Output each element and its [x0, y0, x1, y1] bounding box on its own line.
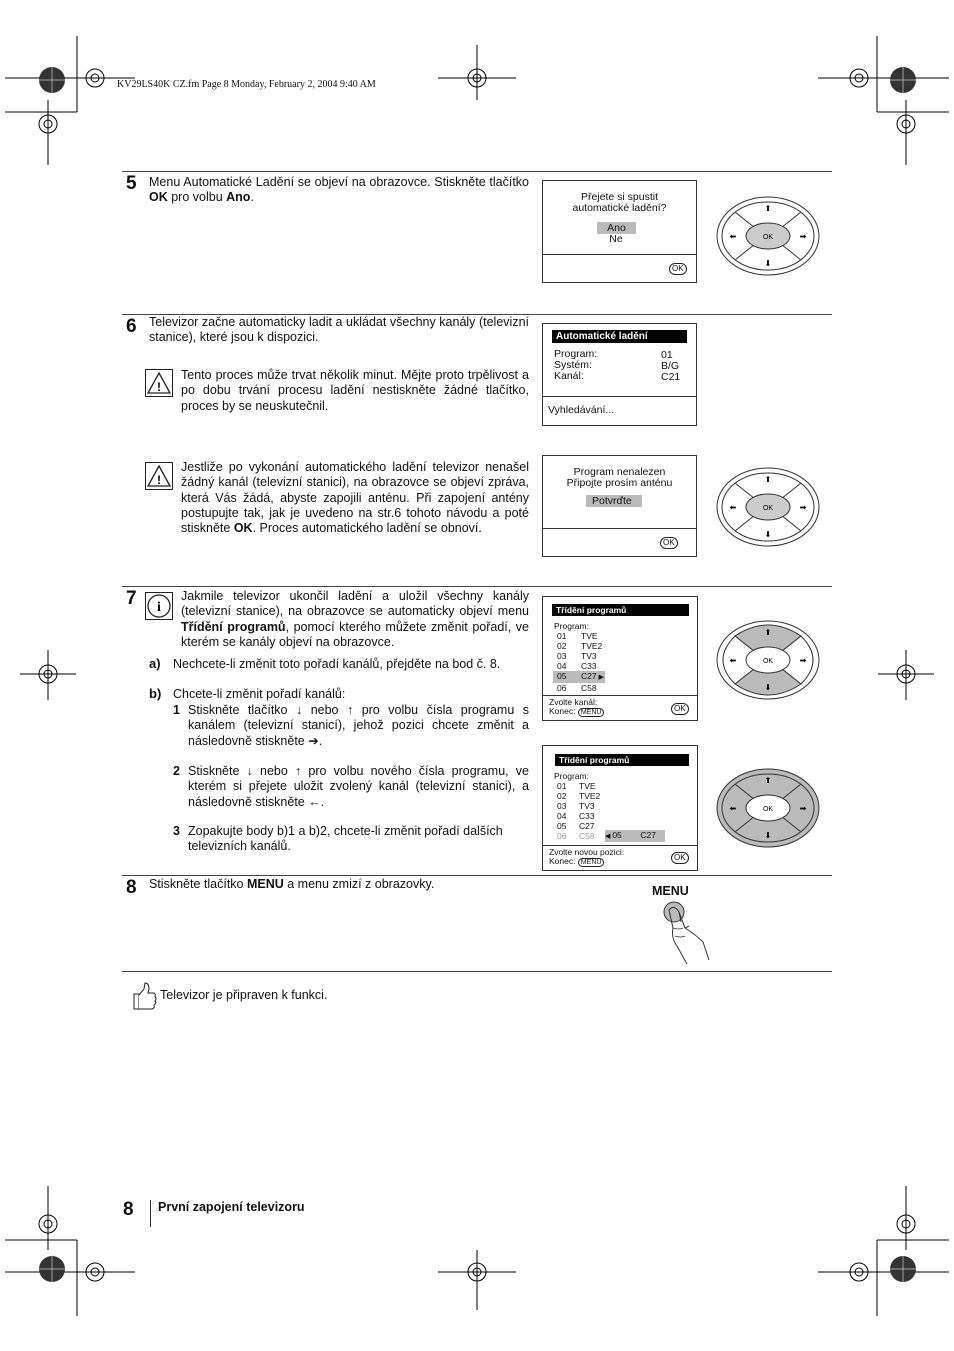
- ok-badge: OK: [660, 537, 678, 549]
- program-value: 01: [661, 349, 673, 361]
- program-row: 03 TV3: [557, 651, 597, 661]
- arrow-right-icon: ▶: [596, 674, 604, 681]
- warning-text-2b: . Proces automatického ladění se obnoví.: [252, 521, 482, 536]
- no-program-screen: [542, 455, 697, 557]
- ok-badge: OK: [669, 263, 687, 275]
- page-number: 8: [123, 1199, 134, 1220]
- svg-text:OK: OK: [762, 806, 774, 813]
- program-label: Program:: [554, 621, 589, 631]
- step7-intro-c: , pomocí kterého můžete změnit pořadí, ve kterém se kanály objeví na obrazovce.: [181, 619, 530, 649]
- svg-text:!: !: [157, 473, 161, 487]
- program-row: 04 C33: [557, 811, 595, 821]
- tip-text: Televizor je připraven k funkci.: [160, 988, 328, 1002]
- footer-separator: [150, 1200, 151, 1227]
- hand-pressing-button-icon: [655, 898, 715, 968]
- divider: [122, 171, 832, 172]
- item-number: 3: [173, 824, 180, 838]
- footer-exit: Konec: MENU: [549, 707, 604, 718]
- prompt-line2: automatické ladění?: [572, 202, 667, 214]
- program-label: Program:: [554, 771, 589, 781]
- step7-intro: [181, 589, 529, 650]
- program-label: Program:: [554, 348, 598, 360]
- svg-text:OK: OK: [762, 505, 774, 512]
- autotune-prompt-screen: [542, 180, 697, 283]
- svg-text:⬇: ⬇: [764, 831, 772, 840]
- system-label: Systém:: [554, 359, 592, 371]
- warning-text-2: [181, 460, 529, 536]
- warning-icon: [145, 369, 173, 397]
- substep-label: a): [149, 656, 161, 671]
- svg-text:!: !: [157, 380, 161, 394]
- menu-badge: MENU: [578, 858, 605, 867]
- ano-keyword: Ano: [226, 190, 251, 205]
- system-value: B/G: [661, 360, 680, 372]
- menu-badge: MENU: [578, 708, 605, 717]
- searching-status: Vyhledávání...: [548, 404, 615, 416]
- step5-text-b: pro volbu: [167, 190, 227, 205]
- program-row: 05 C27: [557, 821, 595, 831]
- warning-icon: [145, 462, 173, 490]
- program-row: 06 C58: [557, 683, 597, 693]
- substep-a-text: Nechcete-li změnit toto pořadí kanálů, přejděte na bod č. 8.: [173, 657, 501, 671]
- svg-text:⬅: ⬅: [729, 232, 737, 241]
- file-info-header: KV29LS40K CZ.fm Page 8 Monday, February 2, 2004 9:40 AM: [117, 79, 376, 90]
- step8-text-b: a menu zmizí z obrazovky.: [283, 877, 435, 891]
- b1-text: Stiskněte tlačítko ↓ nebo ↑ pro volbu čísla programu s kanálem (televizní stanicí), jehož pozici chcete změnit a následovně stiskněte ➔.: [188, 703, 529, 748]
- svg-text:⬆: ⬆: [764, 776, 772, 785]
- svg-text:⬇: ⬇: [764, 683, 772, 692]
- footer-select: Zvolte kanál:: [549, 697, 598, 707]
- step-number: 6: [126, 316, 137, 337]
- svg-text:⬅: ⬅: [729, 503, 737, 512]
- b3-text: Zopakujte body b)1 a b)2, chcete-li změnit pořadí dalších televizních kanálů.: [188, 824, 503, 854]
- remote-dpad-icon: [715, 195, 821, 277]
- no-program-line1: Program nenalezen: [573, 466, 666, 478]
- footer-select: Zvolte novou pozici:: [549, 847, 625, 857]
- program-row: 03 TV3: [557, 801, 595, 811]
- step8-text-a: Stiskněte tlačítko: [149, 877, 247, 891]
- program-row: 01 TVE: [557, 781, 596, 791]
- svg-text:➡: ➡: [799, 656, 807, 665]
- svg-text:OK: OK: [762, 658, 774, 665]
- menu-name: Třídění programů: [181, 619, 286, 634]
- thumbs-up-icon: [131, 981, 157, 1011]
- ok-badge: OK: [671, 852, 689, 864]
- b2-text: Stiskněte ↓ nebo ↑ pro volbu nového čísla programu, ve kterém si přejete uložit zvolený kanál (televizní stanici), a následovně stiskněte ←.: [188, 764, 529, 809]
- warning-text-2a: Jestliže po vykonání automatického ladění televizor nenašel žádný kanál (televizní stanici), na obrazovce se objeví zpráva, která Vás žádá, abyste zapojili anténu. Při zapojení antény postupujte tak, jak je uvedeno na str.6 tohoto návodu a poté stiskněte: [181, 460, 529, 536]
- remote-menu-label: MENU: [652, 884, 689, 898]
- divider: [122, 971, 832, 972]
- item-number: 1: [173, 703, 180, 717]
- svg-text:➡: ➡: [799, 804, 807, 813]
- ok-keyword: OK: [233, 521, 253, 536]
- step-number: 5: [126, 173, 137, 194]
- no-program-line2: Připojte prosím anténu: [566, 477, 673, 489]
- arrow-left-icon: ◀: [605, 833, 613, 840]
- ok-keyword: OK: [149, 190, 168, 205]
- substep-label: b): [149, 686, 162, 701]
- step5-text: [149, 175, 529, 206]
- section-title: První zapojení televizoru: [158, 1200, 305, 1214]
- prompt-line1: Přejete si spustit: [580, 191, 659, 203]
- program-row: 02 TVE2: [557, 641, 603, 651]
- step8-text: [149, 877, 529, 892]
- svg-text:i: i: [157, 600, 161, 615]
- program-row: 04 C33: [557, 661, 597, 671]
- program-row: 01 TVE: [557, 631, 598, 641]
- svg-text:⬆: ⬆: [764, 204, 772, 213]
- option-no: Ne: [609, 233, 623, 245]
- step-number: 7: [126, 588, 137, 609]
- option-yes: Ano: [597, 222, 636, 234]
- item-number: 2: [173, 764, 180, 778]
- program-sort-screen-2: [542, 745, 698, 871]
- moving-program: ◀ 05 C27: [605, 830, 665, 842]
- program-row: 02 TVE2: [557, 791, 601, 801]
- svg-text:⬆: ⬆: [764, 475, 772, 484]
- substep-b-text: Chcete-li změnit pořadí kanálů:: [173, 687, 346, 701]
- step-number: 8: [126, 877, 137, 898]
- screen-title: Automatické ladění: [552, 330, 687, 343]
- info-icon: [145, 592, 173, 620]
- program-row-dimmed: 06 C58: [557, 831, 595, 841]
- svg-text:⬇: ⬇: [764, 530, 772, 539]
- footer-exit: Konec: MENU: [549, 857, 624, 868]
- remote-dpad-icon: [715, 466, 821, 548]
- step5-text-c: .: [250, 190, 254, 205]
- channel-value: C21: [661, 371, 681, 383]
- svg-text:⬅: ⬅: [729, 804, 737, 813]
- svg-text:⬇: ⬇: [764, 259, 772, 268]
- warning-text-1: Tento proces může trvat několik minut. Mějte proto trpělivost a po dobu trvání procesu ladění nestiskněte žádné tlačítko, proces by se neuskutečnil.: [181, 368, 529, 413]
- channel-label: Kanál:: [554, 370, 584, 382]
- screen-title: Třídění programů: [552, 604, 689, 616]
- ok-badge: OK: [671, 703, 689, 715]
- svg-text:➡: ➡: [799, 232, 807, 241]
- remote-dpad-icon: [715, 767, 821, 849]
- svg-text:⬆: ⬆: [764, 628, 772, 637]
- step6-text: Televizor začne automaticky ladit a ukládat všechny kanály (televizní stanice), které jsou k dispozici.: [149, 315, 529, 345]
- program-sort-screen-1: [542, 596, 698, 721]
- program-row-selected: 05 C27 ▶: [553, 671, 605, 683]
- remote-dpad-icon: [715, 619, 821, 701]
- divider: [122, 875, 832, 876]
- step7-intro-a: Jakmile televizor ukončil ladění a uložil všechny kanály (televizní stanice), na obrazovce se automaticky objeví menu: [181, 589, 529, 619]
- svg-text:⬅: ⬅: [729, 656, 737, 665]
- svg-text:OK: OK: [762, 234, 774, 241]
- menu-keyword: MENU: [246, 877, 284, 891]
- autotuning-screen: [542, 323, 697, 426]
- step5-text-a: Menu Automatické Ladění se objeví na obrazovce. Stiskněte tlačítko: [149, 175, 529, 189]
- screen-title: Třídění programů: [555, 754, 689, 766]
- confirm-option: Potvrďte: [586, 495, 642, 507]
- divider: [122, 586, 832, 587]
- svg-text:➡: ➡: [799, 503, 807, 512]
